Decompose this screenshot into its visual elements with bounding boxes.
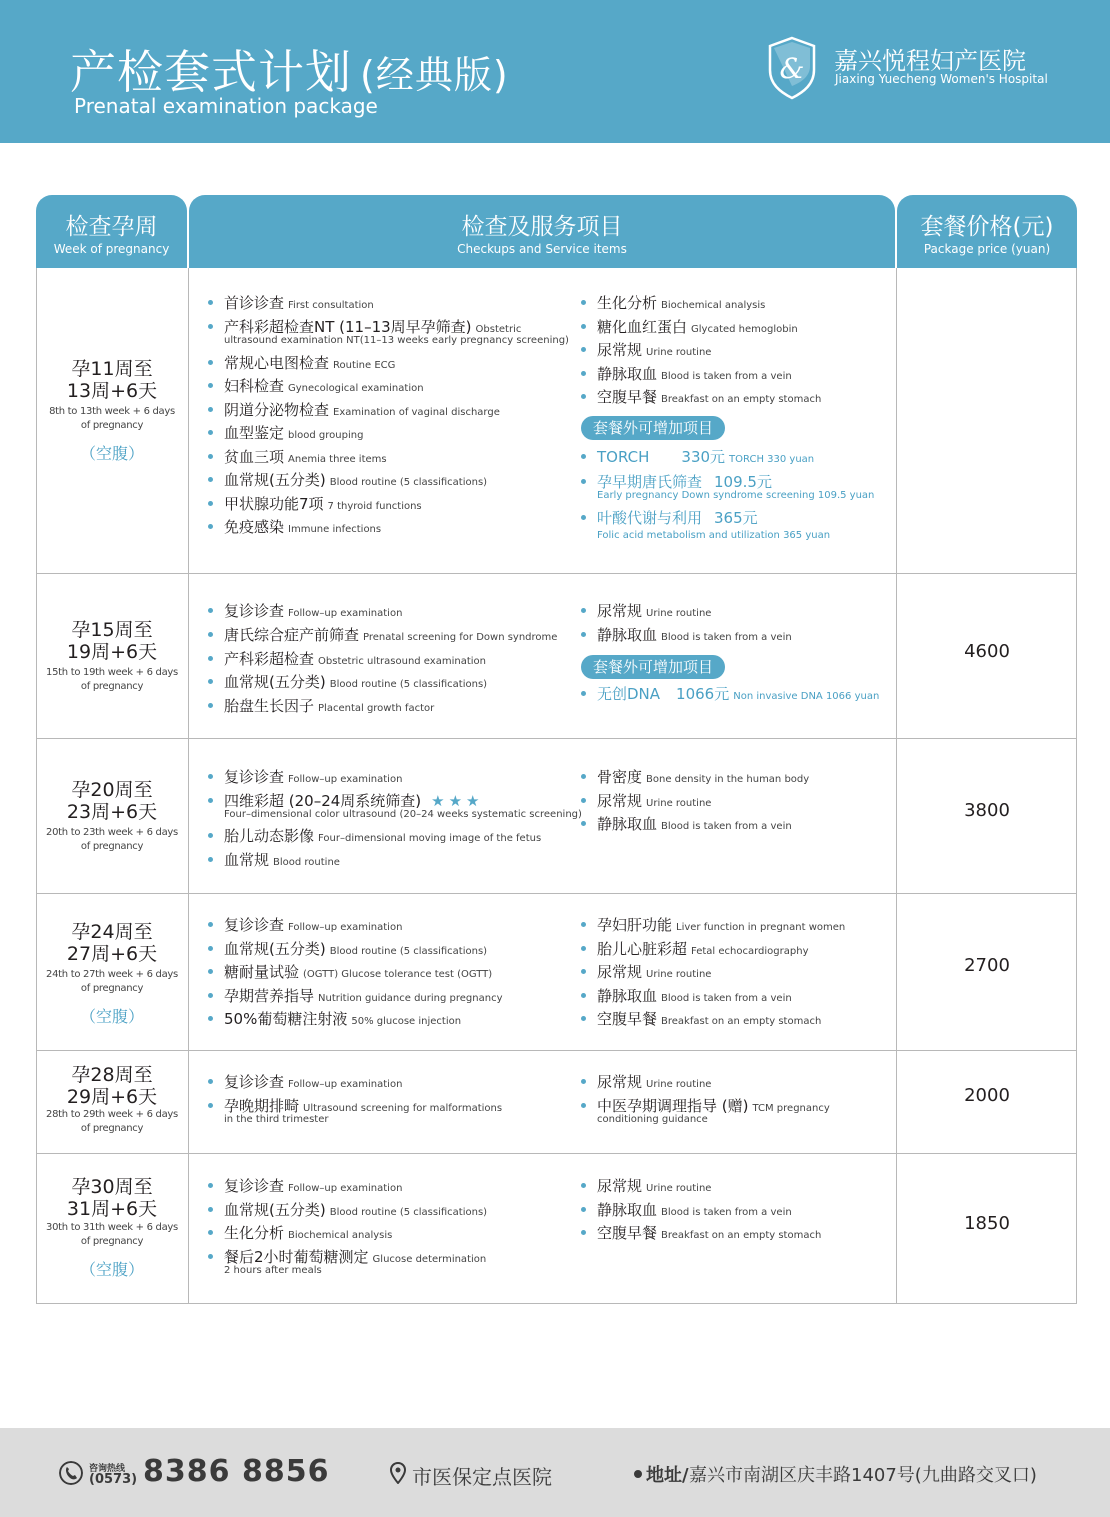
list-item: 血常规 Blood routine: [208, 849, 582, 873]
list-item: 空腹早餐 Breakfast on an empty stomach: [581, 1222, 821, 1246]
list-item: 胎儿动态影像 Four–dimensional moving image of the fetus: [208, 825, 582, 849]
list-item: 常规心电图检查 Routine ECG: [208, 352, 569, 376]
items-left-column: [208, 914, 502, 1032]
table-row: [36, 268, 1077, 573]
column-header-en: Package price (yuan): [923, 242, 1051, 256]
location-pin-icon: [390, 1462, 406, 1484]
addon-section: [581, 416, 874, 446]
list-item: 首诊诊查 First consultation: [208, 292, 569, 316]
week-en: of pregnancy: [80, 420, 144, 431]
phone-icon: [59, 1461, 83, 1485]
price-cell: 4600: [964, 641, 1010, 662]
week-cell: [36, 921, 188, 1027]
page-title: [70, 36, 509, 102]
addon-badge: 套餐外可增加项目: [581, 416, 725, 440]
list-item: 血型鉴定 blood grouping: [208, 422, 569, 446]
list-item: 阴道分泌物检查 Examination of vaginal discharge: [208, 399, 569, 423]
items-right-column: [581, 1071, 830, 1131]
column-header-week: [36, 195, 187, 268]
list-item: 尿常规 Urine routine: [581, 1071, 830, 1095]
list-item: 甲状腺功能7项 7 thyroid functions: [208, 493, 569, 517]
week-zh: 19周+6天: [66, 641, 158, 663]
list-item: 糖化血红蛋白 Glycated hemoglobin: [581, 316, 874, 340]
list-item: 空腹早餐 Breakfast on an empty stomach: [581, 386, 874, 416]
list-item: 孕期营养指导 Nutrition guidance during pregnancy: [208, 985, 502, 1009]
list-item: 尿常规 Urine routine: [581, 961, 845, 985]
addon-item: 叶酸代谢与利用 365元 Folic acid metabolism and utilization 365 yuan: [581, 507, 874, 543]
phone-number[interactable]: 8386 8856: [143, 1454, 330, 1489]
list-item: 免疫感染 Immune infections: [208, 516, 569, 540]
week-en: 24th to 27th week + 6 days: [46, 969, 178, 980]
week-cell: [36, 1064, 188, 1136]
hospital-name-en: Jiaxing Yuecheng Women's Hospital: [835, 72, 1048, 86]
package-table: [36, 195, 1077, 1304]
list-item: 静脉取血 Blood is taken from a vein: [581, 985, 845, 1009]
list-item: 胎盘生长因子 Placental growth factor: [208, 695, 557, 719]
list-item: 孕妇肝功能 Liver function in pregnant women: [581, 914, 845, 938]
week-en: of pregnancy: [80, 1123, 144, 1134]
price-cell: 2000: [964, 1085, 1010, 1106]
title-zh: 产检套式计划: [70, 45, 352, 99]
addon-item: TORCH 330元 TORCH 330 yuan: [581, 446, 874, 471]
table-row: [36, 738, 1077, 893]
week-en: of pregnancy: [80, 983, 144, 994]
table-row: [36, 1050, 1077, 1153]
list-item: 骨密度 Bone density in the human body: [581, 766, 809, 790]
column-header-en: Checkups and Service items: [457, 242, 627, 256]
price-cell: 1850: [964, 1213, 1010, 1234]
hospital-logo-icon: [766, 36, 818, 100]
rating-stars: ★★★: [431, 791, 484, 810]
svg-text:&: &: [779, 52, 805, 85]
items-right-column: [581, 600, 879, 707]
list-item: 妇科检查 Gynecological examination: [208, 375, 569, 399]
addon-item: 无创DNA 1066元 Non invasive DNA 1066 yuan: [581, 683, 879, 707]
week-cell: [36, 619, 188, 694]
price-cell: 3800: [964, 800, 1010, 821]
list-item: 生化分析 Biochemical analysis: [208, 1222, 487, 1246]
list-item: 糖耐量试验 (OGTT) Glucose tolerance test (OGTT): [208, 961, 502, 985]
list-item: 复诊诊查 Follow–up examination: [208, 600, 557, 624]
list-item: 贫血三项 Anemia three items: [208, 446, 569, 470]
page-subtitle: Prenatal examination package: [74, 94, 378, 118]
addon-badge: 套餐外可增加项目: [581, 655, 725, 679]
items-right-column: [581, 292, 874, 543]
items-left-column: [208, 292, 569, 540]
list-item: 产科彩超检查 Obstetric ultrasound examination: [208, 648, 557, 672]
items-left-column: [208, 600, 557, 719]
column-header-zh: 检查孕周: [65, 214, 158, 240]
list-item: 孕晚期排畸 Ultrasound screening for malformations in the third trimester: [208, 1095, 502, 1131]
bullet-dot: [634, 1470, 642, 1478]
list-item: 复诊诊查 Follow–up examination: [208, 1071, 502, 1095]
week-cell: [36, 779, 188, 854]
week-zh: 孕15周至: [71, 619, 153, 641]
table-row: [36, 1153, 1077, 1303]
column-header-items: [189, 195, 895, 268]
address-text: 嘉兴市南湖区庆丰路1407号(九曲路交叉口): [689, 1465, 1037, 1486]
week-zh: 孕30周至: [71, 1176, 153, 1198]
week-zh: 13周+6天: [66, 380, 158, 402]
week-zh: 孕11周至: [71, 358, 153, 380]
list-item: 血常规(五分类) Blood routine (5 classifications): [208, 938, 502, 962]
list-item: 静脉取血 Blood is taken from a vein: [581, 363, 874, 387]
week-zh: 孕20周至: [71, 779, 153, 801]
items-left-column: [208, 766, 582, 872]
list-item: 唐氏综合症产前筛查 Prenatal screening for Down syndrome: [208, 624, 557, 648]
addon-item: 孕早期唐氏筛查 109.5元 Early pregnancy Down syndrome screening 109.5 yuan: [581, 471, 874, 507]
list-item: 静脉取血 Blood is taken from a vein: [581, 813, 809, 837]
hospital-name-zh: 嘉兴悦程妇产医院: [834, 47, 1026, 75]
page-header: [0, 0, 1110, 143]
list-item: 静脉取血 Blood is taken from a vein: [581, 624, 879, 655]
week-zh: 孕28周至: [71, 1064, 153, 1086]
column-header-zh: 套餐价格(元): [920, 214, 1054, 240]
list-item: 四维彩超 (20–24周系统筛查) ★★★ Four–dimensional color ultrasound (20–24 weeks systematic screening): [208, 790, 582, 826]
list-item: 中医孕期调理指导 (赠) TCM pregnancy conditioning guidance: [581, 1095, 830, 1131]
week-zh: 孕24周至: [71, 921, 153, 943]
week-en: of pregnancy: [80, 841, 144, 852]
list-item: 血常规(五分类) Blood routine (5 classifications): [208, 671, 557, 695]
items-right-column: [581, 1175, 821, 1246]
items-left-column: [208, 1175, 487, 1280]
list-item: 50%葡萄糖注射液 50% glucose injection: [208, 1008, 502, 1032]
list-item: 血常规(五分类) Blood routine (5 classifications): [208, 469, 569, 493]
fasting-note: （空腹）: [79, 1007, 144, 1026]
week-en: 8th to 13th week + 6 days: [49, 406, 175, 417]
address-label: 地址/: [646, 1465, 689, 1486]
insurance-designation: 市医保定点医院: [412, 1465, 552, 1489]
list-item: 尿常规 Urine routine: [581, 339, 874, 363]
week-cell: [36, 358, 188, 464]
week-en: 15th to 19th week + 6 days: [46, 667, 178, 678]
week-cell: [36, 1176, 188, 1280]
list-item: 餐后2小时葡萄糖测定 Glucose determination 2 hours after meals: [208, 1246, 487, 1280]
list-item: 复诊诊查 Follow–up examination: [208, 766, 582, 790]
column-header-price: [897, 195, 1077, 268]
fasting-note: （空腹）: [79, 1260, 144, 1279]
list-item: 复诊诊查 Follow–up examination: [208, 914, 502, 938]
list-item: 复诊诊查 Follow–up examination: [208, 1175, 487, 1199]
week-en: of pregnancy: [80, 1236, 144, 1247]
week-zh: 29周+6天: [66, 1086, 158, 1108]
items-left-column: [208, 1071, 502, 1131]
week-en: 20th to 23th week + 6 days: [46, 827, 178, 838]
list-item: 产科彩超检查NT (11–13周早孕筛查) Obstetric ultrasound examination NT(11–13 weeks early pregnancy screening): [208, 316, 569, 352]
list-item: 尿常规 Urine routine: [581, 600, 879, 624]
week-en: 30th to 31th week + 6 days: [46, 1222, 178, 1233]
week-zh: 23周+6天: [66, 801, 158, 823]
list-item: 尿常规 Urine routine: [581, 1175, 821, 1199]
title-suffix: (经典版): [360, 53, 509, 97]
list-item: 血常规(五分类) Blood routine (5 classifications): [208, 1199, 487, 1223]
table-row: [36, 573, 1077, 738]
column-header-en: Week of pregnancy: [53, 242, 170, 256]
list-item: 尿常规 Urine routine: [581, 790, 809, 814]
list-item: 生化分析 Biochemical analysis: [581, 292, 874, 316]
items-right-column: [581, 766, 809, 837]
column-header-zh: 检查及服务项目: [461, 214, 623, 240]
phone-label: 咨询热线: [89, 1464, 126, 1474]
week-zh: 27周+6天: [66, 943, 158, 965]
week-zh: 31周+6天: [66, 1198, 158, 1220]
list-item: 空腹早餐 Breakfast on an empty stomach: [581, 1008, 845, 1032]
items-right-column: [581, 914, 845, 1032]
fasting-note: （空腹）: [79, 444, 144, 463]
phone-area-code: (0573): [89, 1472, 138, 1487]
week-en: of pregnancy: [80, 681, 144, 692]
addon-section: [581, 655, 879, 683]
list-item: 胎儿心脏彩超 Fetal echocardiography: [581, 938, 845, 962]
week-en: 28th to 29th week + 6 days: [46, 1109, 178, 1120]
grid-line: [36, 1303, 1077, 1304]
page-footer: [0, 1428, 1110, 1517]
price-cell: 2700: [964, 955, 1010, 976]
list-item: 静脉取血 Blood is taken from a vein: [581, 1199, 821, 1223]
table-row: [36, 893, 1077, 1050]
